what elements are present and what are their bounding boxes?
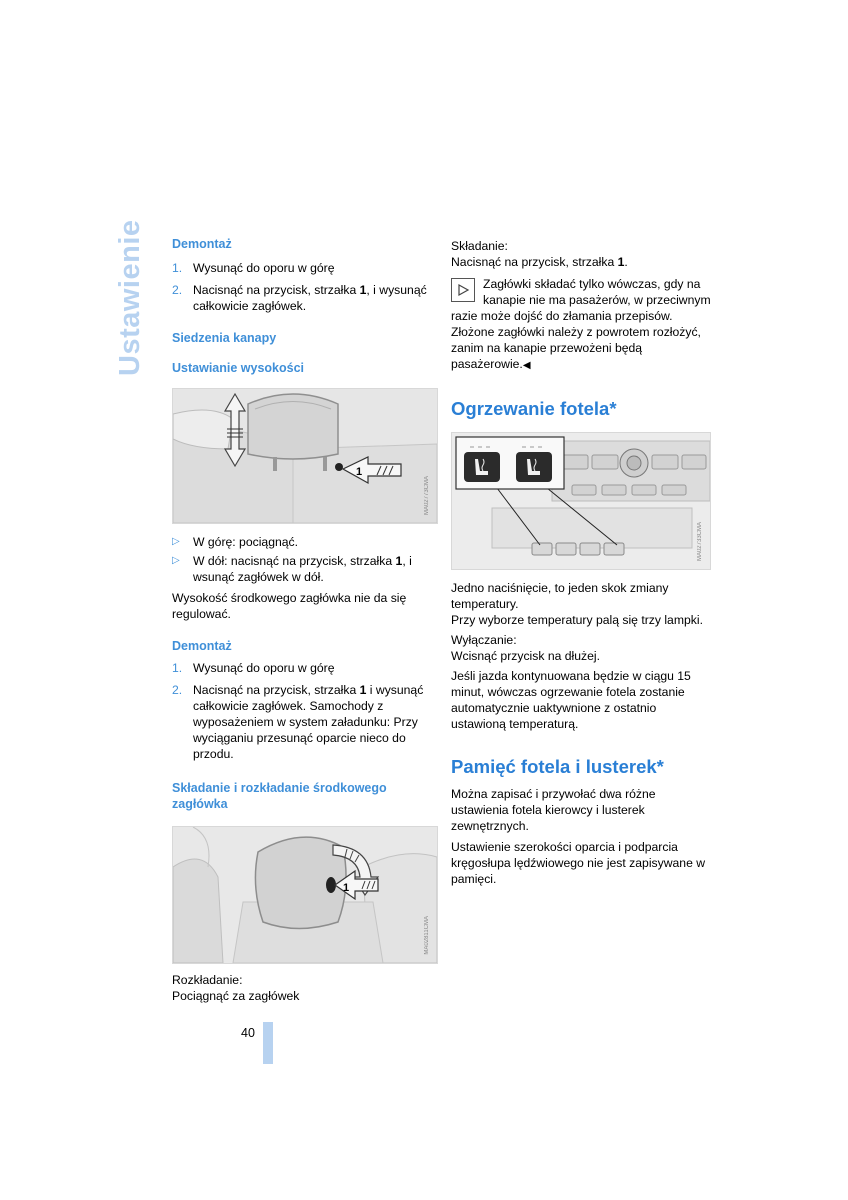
ogrzewanie-heading: Ogrzewanie fotela*	[451, 398, 617, 419]
list-item: ▷ W górę: pociągnąć.	[172, 535, 299, 549]
left-column	[172, 236, 430, 1004]
right-column	[451, 238, 711, 887]
figure-code: MA02773CMA	[424, 475, 430, 515]
height-note: Wysokość środkowego zagłówka nie da się regulować.	[172, 591, 407, 621]
triangle-bullet-icon: ▷	[172, 555, 180, 566]
page-number: 40	[241, 1026, 255, 1040]
page-marker-bar	[263, 1022, 273, 1064]
siedzenia-heading: Siedzenia kanapy	[172, 331, 277, 345]
chapter-side-tab	[112, 219, 148, 378]
list-item: 1. Wysunąć do oporu w górę	[172, 661, 335, 675]
chapter-title: Ustawienie	[114, 219, 146, 376]
skladanie-text: Nacisnąć na przycisk, strzałka 1.	[451, 255, 628, 269]
seat-heating-figure	[451, 432, 711, 570]
list-item: ▷ W dół: nacisnąć na przycisk, strzałka 1, i wsunąć zagłówek w dół.	[172, 554, 412, 584]
end-marker-icon: ◀	[522, 360, 531, 371]
pamiec-heading: Pamięć fotela i lusterek*	[451, 756, 664, 777]
triangle-bullet-icon: ▷	[172, 536, 180, 547]
figure-code: MA02811CMA	[424, 916, 430, 955]
rozkladanie-label: Rozkładanie:	[172, 973, 243, 987]
heat-paragraph-2: Przy wyborze temperatury palą się trzy lampki.	[451, 613, 703, 627]
wylaczanie-text: Wcisnąć przycisk na dłużej.	[451, 649, 601, 663]
pamiec-paragraph-2: Ustawienie szerokości oparcia i podparcia kręgosłupa lędźwiowego nie jest zapisywane w pamięci.	[451, 840, 706, 886]
headrest-illustration	[173, 389, 437, 523]
rozkladanie-text: Pociągnąć za zagłówek	[172, 989, 300, 1003]
skladanie-heading: Składanie i rozkładanie środkowego zagłówka	[172, 781, 387, 811]
list-item: 1. Wysunąć do oporu w górę	[172, 261, 335, 275]
ustawianie-heading: Ustawianie wysokości	[172, 361, 305, 375]
headrest-fold-illustration	[173, 827, 437, 963]
list-item: 2. Nacisnąć na przycisk, strzałka 1, i wysunąć całkowicie zagłówek.	[172, 283, 427, 313]
skladanie-label: Składanie:	[451, 239, 508, 253]
figure-code: MA02733CMA	[697, 521, 703, 561]
heat-paragraph-3: Jeśli jazda kontynuowana będzie w ciągu 15 minut, wówczas ogrzewanie fotela zostanie automatycznie uaktywnione z ostatnio ustawioną temperaturą.	[451, 669, 691, 731]
heat-paragraph-1: Jedno naciśnięcie, to jeden skok zmiany temperatury.	[451, 581, 669, 611]
headrest-fold-figure	[172, 826, 438, 964]
wylaczanie-label: Wyłączanie:	[451, 633, 517, 647]
headrest-height-figure	[172, 388, 438, 524]
seat-heating-illustration	[452, 433, 710, 569]
arrow-number-label: 1	[343, 882, 350, 894]
demontaz-heading-2: Demontaż	[172, 639, 232, 653]
pamiec-paragraph-1: Można zapisać i przywołać dwa różne ustawienia fotela kierowcy i lusterek zewnętrznych.	[451, 787, 656, 833]
demontaz-heading: Demontaż	[172, 237, 232, 251]
arrow-number-label: 1	[356, 466, 363, 478]
list-item: 2. Nacisnąć na przycisk, strzałka 1 i wysunąć całkowicie zagłówek. Samochody z wyposażeniem w system załadunku: Przy wyciąganiu przesunąć oparcie nieco do przodu.	[172, 683, 424, 761]
note-triangle-icon	[451, 278, 475, 302]
warning-note: Zagłówki składać tylko wówczas, gdy na kanapie nie ma pasażerów, w przeciwnym razie może dojść do złamania przepisów. Złożone zagłówki należy z powrotem rozłożyć, zanim na kanapie przewożeni będą pasażerowie.◀	[451, 277, 711, 371]
